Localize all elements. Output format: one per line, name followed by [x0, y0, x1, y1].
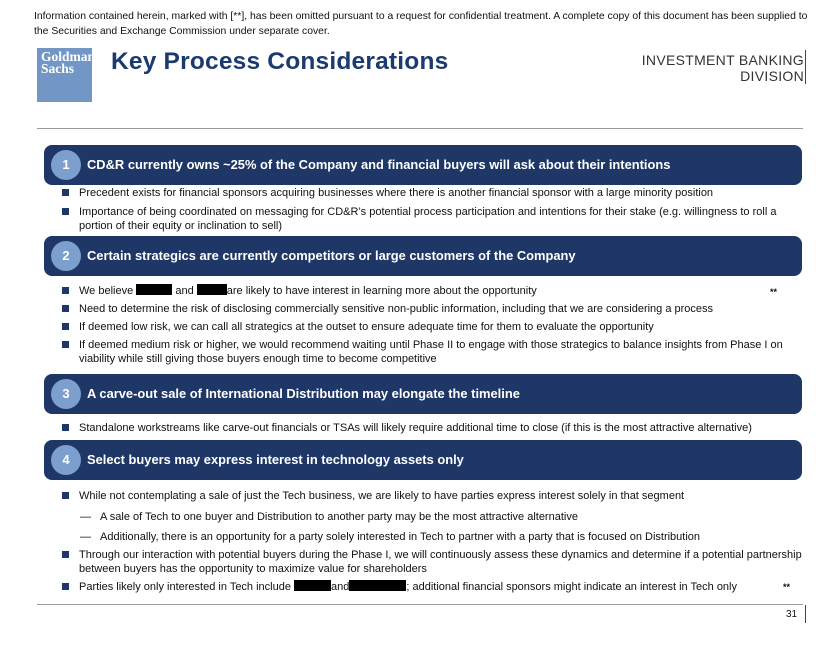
- division-line-1: INVESTMENT BANKING: [641, 52, 804, 68]
- bullet-text: We believe: [79, 285, 134, 297]
- goldman-sachs-logo: [37, 48, 96, 102]
- section-3-banner: [44, 374, 802, 414]
- section-number-badge: 3: [51, 379, 81, 409]
- bullet-item: Standalone workstreams like carve-out financials or TSAs will likely require additional time to close (if this is the most attractive alternative): [62, 421, 802, 435]
- bullet-item: Precedent exists for financial sponsors acquiring businesses where there is another financial sponsor with a large minority position: [62, 186, 802, 200]
- section-heading: Select buyers may express interest in technology assets only: [87, 452, 464, 467]
- section-1-banner: [44, 145, 802, 185]
- dash-marker: —: [80, 511, 91, 523]
- section-2-banner: [44, 236, 802, 276]
- bullet-item: Importance of being coordinated on messaging for CD&R’s potential process participation and intentions for their stake (e.g. willingness to roll a portion of their equity or inclination to sell): [62, 205, 802, 233]
- section-number-badge: 4: [51, 445, 81, 475]
- bullet-text: are likely to have interest in learning more about the opportunity: [226, 285, 537, 297]
- page-number: 31: [786, 609, 798, 620]
- redaction-block: [197, 284, 227, 295]
- division-label: [642, 52, 804, 84]
- section-number-badge: 1: [51, 150, 81, 180]
- section-heading: CD&R currently owns ~25% of the Company and financial buyers will ask about their intentions: [87, 157, 671, 172]
- redaction-block: [294, 580, 331, 591]
- footer-rule: [37, 604, 803, 605]
- bullet-text: and: [331, 581, 350, 593]
- confidentiality-disclaimer: Information contained herein, marked with [**], has been omitted pursuant to a request for confidential treatment. A complete copy of this document has been supplied to the Securities and Exchange Commission under separate cover.: [34, 11, 808, 37]
- bullet-item: Need to determine the risk of disclosing commercially sensitive non-public information, including that we are considering a process: [62, 302, 802, 316]
- bullet-item: [62, 580, 802, 594]
- bullet-item: Through our interaction with potential buyers during the Phase I, we will continuously assess these dynamics and determine if a potential partnership between buyers has the opportunity to maximize value for shareholders: [62, 548, 802, 576]
- bullet-text: ; additional financial sponsors might indicate an interest in Tech only: [406, 581, 737, 593]
- redaction-block: [136, 284, 172, 295]
- dash-marker: —: [80, 531, 91, 543]
- division-divider: [805, 50, 806, 84]
- bullet-item: If deemed low risk, we can call all strategics at the outset to ensure adequate time for them to evaluate the opportunity: [62, 320, 802, 334]
- logo-line-2: Sachs: [41, 61, 75, 76]
- bullet-item: [62, 284, 802, 298]
- bullet-text: Parties likely only interested in Tech include: [79, 581, 291, 593]
- redaction-block: [349, 580, 406, 591]
- section-4-banner: [44, 440, 802, 480]
- sub-bullet-item: — A sale of Tech to one buyer and Distribution to another party may be the most attractive alternative: [80, 511, 578, 523]
- confidential-marker: **: [783, 582, 791, 592]
- header-rule: [37, 128, 803, 129]
- section-number-badge: 2: [51, 241, 81, 271]
- bullet-text: and: [175, 285, 194, 297]
- section-heading: A carve-out sale of International Distribution may elongate the timeline: [87, 386, 520, 401]
- division-line-2: DIVISION: [740, 68, 804, 84]
- logo-line-1: Goldman: [41, 49, 96, 64]
- confidential-marker: **: [770, 287, 778, 297]
- page-number-divider: [805, 605, 806, 623]
- section-heading: Certain strategics are currently competitors or large customers of the Company: [87, 248, 576, 263]
- bullet-item: While not contemplating a sale of just the Tech business, we are likely to have parties express interest solely in that segment: [62, 489, 802, 503]
- sub-bullet-item: — Additionally, there is an opportunity for a party solely interested in Tech to partner with a party that is focused on Distribution: [80, 531, 701, 543]
- bullet-item: If deemed medium risk or higher, we would recommend waiting until Phase II to engage with those strategics to balance insights from Phase I on viability while still giving those buyers enough time to become competitive: [62, 338, 802, 366]
- page-title: Key Process Considerations: [111, 48, 449, 75]
